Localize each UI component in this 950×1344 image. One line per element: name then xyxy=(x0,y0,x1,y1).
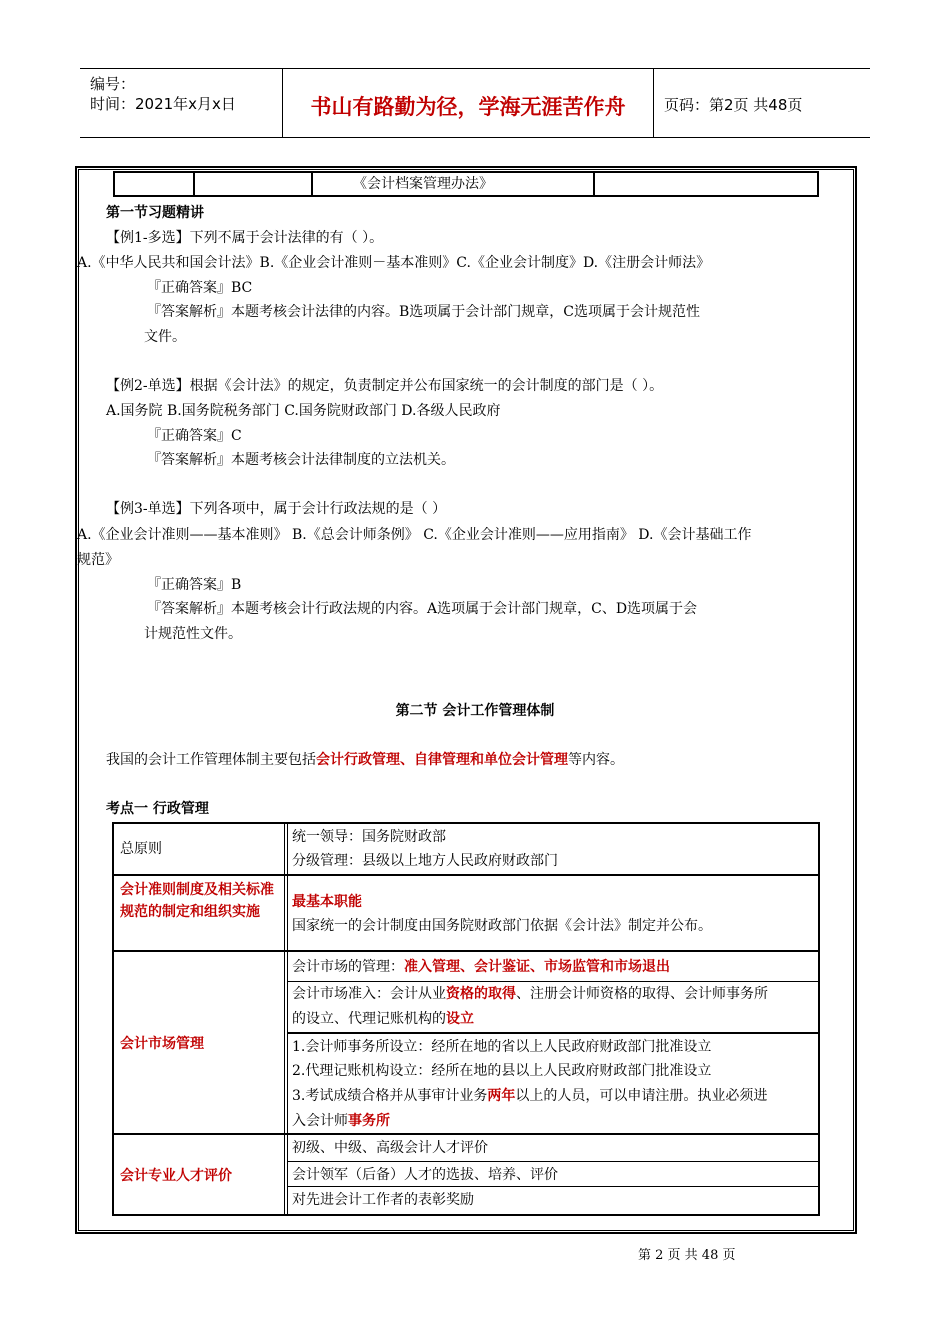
top-table-divider xyxy=(311,173,313,195)
market-access-text-cont: 的设立、代理记账机构的 xyxy=(292,1011,446,1027)
table-row-divider xyxy=(114,950,818,952)
market-item3-cont-highlight: 事务所 xyxy=(348,1113,390,1129)
number-label: 编号： xyxy=(90,75,136,93)
ex3-analysis-cont: 计规范性文件。 xyxy=(144,626,242,642)
table-subrow-divider xyxy=(287,1186,818,1187)
row-talent-label: 会计专业人才评价 xyxy=(120,1168,232,1184)
table-col-divider xyxy=(287,824,288,1214)
row-talent-item2: 会计领军（后备）人才的选拔、培养、评价 xyxy=(292,1167,558,1183)
header-motto-cell xyxy=(283,69,654,137)
row-market-access xyxy=(292,984,768,1004)
intro-highlight: 会计行政管理、自律管理和单位会计管理 xyxy=(316,752,568,768)
ex1-question: 【例1-多选】下列不属于会计法律的有（ ）。 xyxy=(106,230,384,246)
admin-management-table xyxy=(112,822,820,1216)
row-standards-label: 会计准则制度及相关标准规范的制定和组织实施 xyxy=(120,882,274,920)
time-label: 时间：2021年x月x日 xyxy=(90,95,236,113)
top-table xyxy=(113,171,819,197)
table-subrow-divider xyxy=(287,981,818,982)
row-market-item3-cont xyxy=(292,1111,390,1131)
ex1-analysis-cont: 文件。 xyxy=(144,329,186,345)
table-subrow-divider xyxy=(287,1032,818,1034)
top-table-divider xyxy=(193,173,195,195)
header-page-cell xyxy=(654,69,870,137)
market-item3-text: 3.考试成绩合格并从事审计业务 xyxy=(292,1088,488,1104)
row-standards-text: 国家统一的会计制度由国务院财政部门依据《会计法》制定并公布。 xyxy=(292,918,712,934)
table-row-divider xyxy=(114,874,818,876)
ex3-question: 【例3-单选】下列各项中，属于会计行政法规的是（ ） xyxy=(106,501,447,517)
table-row-divider xyxy=(114,1133,818,1135)
row-talent-item3: 对先进会计工作者的表彰奖励 xyxy=(292,1192,474,1208)
market-access-highlight: 资格的取得 xyxy=(446,986,516,1002)
ex2-analysis: 『答案解析』本题考核会计法律制度的立法机关。 xyxy=(147,452,455,468)
market-access-highlight-2: 设立 xyxy=(446,1011,474,1027)
section2-title: 第二节 会计工作管理体制 xyxy=(395,703,555,719)
intro-text-end: 等内容。 xyxy=(568,752,624,768)
market-item3-highlight: 两年 xyxy=(487,1088,516,1104)
ex1-analysis: 『答案解析』本题考核会计法律的内容。B选项属于会计部门规章，C选项属于会计规范性 xyxy=(147,304,700,320)
row-market-mgmt xyxy=(292,957,670,977)
header-page-info: 页码：第2页 共48页 xyxy=(664,96,803,114)
row-general-principle-line2: 分级管理：县级以上地方人民政府财政部门 xyxy=(292,853,558,869)
ex2-answer: 『正确答案』C xyxy=(147,428,242,444)
top-table-cell-text: 《会计档案管理办法》 xyxy=(353,176,493,192)
market-item3-cont-text: 入会计师 xyxy=(292,1113,348,1129)
market-item3-text-end: 以上的人员，可以申请注册。执业必须进 xyxy=(515,1088,768,1104)
row-market-access-cont xyxy=(292,1009,474,1029)
row-market-item1: 1.会计师事务所设立：经所在地的省以上人民政府财政部门批准设立 xyxy=(292,1039,712,1055)
ex3-options: A.《企业会计准则——基本准则》 B.《总会计师条例》 C.《企业会计准则——应用指南》 D.《会计基础工作 xyxy=(77,527,752,543)
point-title: 考点一 行政管理 xyxy=(106,801,209,817)
intro-text: 我国的会计工作管理体制主要包括 xyxy=(106,752,316,768)
market-access-text-mid: 、注册会计师资格的取得、会计师事务所 xyxy=(516,986,768,1002)
table-subrow-divider xyxy=(287,1161,818,1162)
row-general-principle-label: 总原则 xyxy=(120,841,162,857)
section1-title: 第一节习题精讲 xyxy=(106,205,204,221)
section2-intro xyxy=(106,750,624,770)
row-talent-item1: 初级、中级、高级会计人才评价 xyxy=(292,1140,488,1156)
header-meta-cell xyxy=(80,69,283,137)
market-mgmt-highlight: 准入管理、会计鉴证、市场监管和市场退出 xyxy=(404,959,670,975)
motto: 书山有路勤为径，学海无涯苦作舟 xyxy=(310,95,626,119)
footer-page-number: 第 2 页 共 48 页 xyxy=(638,1248,736,1263)
row-market-item2: 2.代理记账机构设立：经所在地的县以上人民政府财政部门批准设立 xyxy=(292,1063,712,1079)
ex1-options: A.《中华人民共和国会计法》B.《企业会计准则－基本准则》C.《企业会计制度》D.《注册会计师法》 xyxy=(77,255,711,271)
ex2-options: A.国务院 B.国务院税务部门 C.国务院财政部门 D.各级人民政府 xyxy=(106,403,501,419)
ex2-question: 【例2-单选】根据《会计法》的规定，负责制定并公布国家统一的会计制度的部门是（ ）。 xyxy=(106,378,664,394)
market-mgmt-text: 会计市场的管理： xyxy=(292,959,404,975)
market-access-text: 会计市场准入：会计从业 xyxy=(292,986,446,1002)
ex3-analysis: 『答案解析』本题考核会计行政法规的内容。A选项属于会计部门规章，C、D选项属于会 xyxy=(147,601,698,617)
ex3-options-cont: 规范》 xyxy=(77,552,119,568)
ex1-answer: 『正确答案』BC xyxy=(147,280,253,296)
ex3-answer: 『正确答案』B xyxy=(147,577,242,593)
row-market-label: 会计市场管理 xyxy=(120,1036,204,1052)
row-standards-head: 最基本职能 xyxy=(292,894,362,910)
page-header xyxy=(80,68,870,138)
row-market-item3 xyxy=(292,1086,767,1106)
table-col-divider xyxy=(284,824,285,1214)
row-general-principle-line1: 统一领导：国务院财政部 xyxy=(292,829,446,845)
top-table-divider xyxy=(593,173,595,195)
